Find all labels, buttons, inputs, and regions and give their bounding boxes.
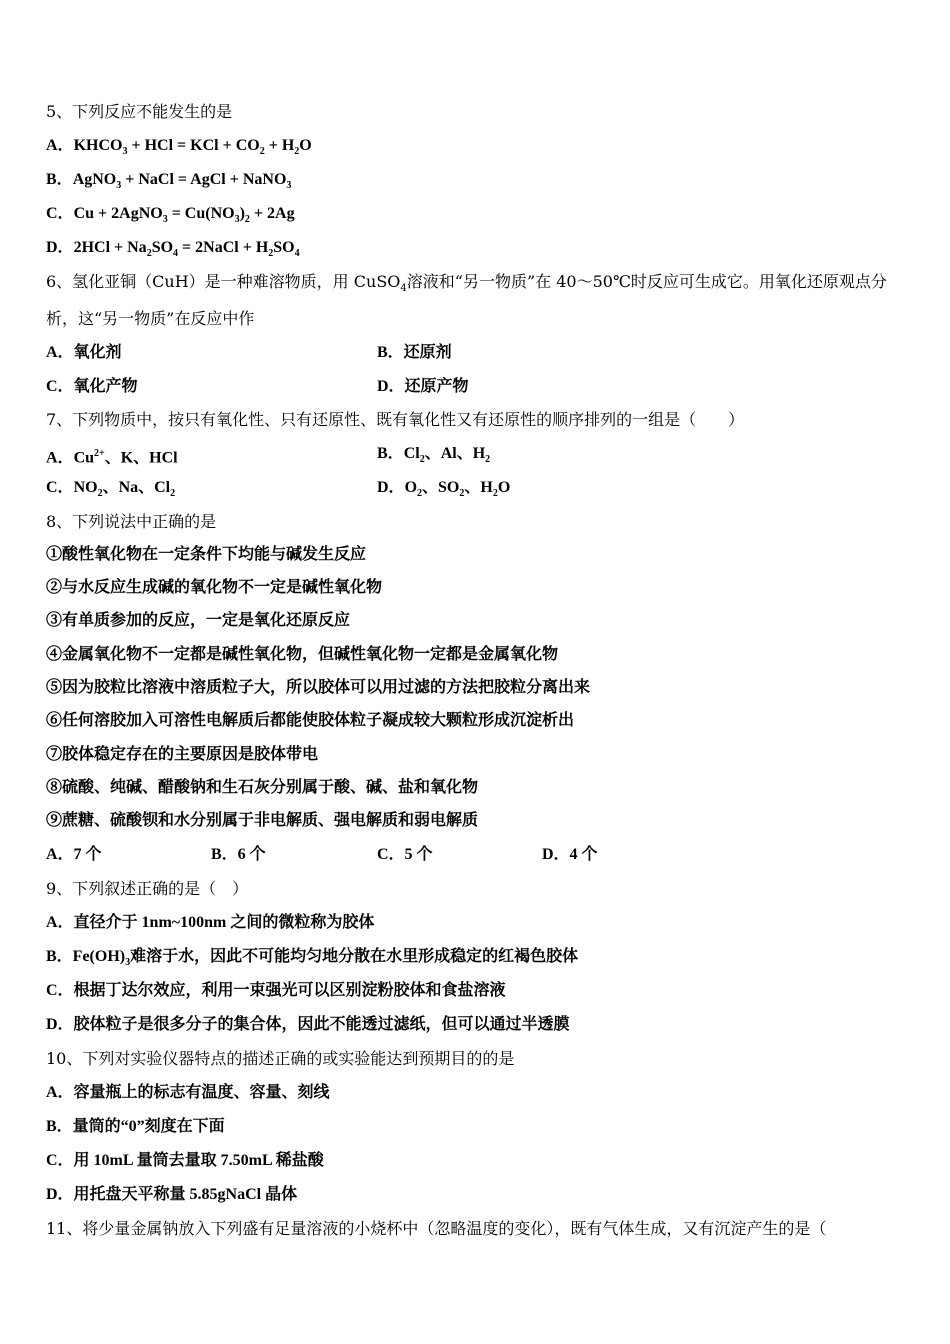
q7-stem: 7、下列物质中，按只有氧化性、只有还原性、既有氧化性又有还原性的顺序排列的一组是（ ） bbox=[46, 410, 745, 429]
q10-option-b: B．量筒的“0”刻度在下面 bbox=[46, 1118, 225, 1135]
q6-option-d: D．还原产物 bbox=[377, 378, 469, 395]
q9-option-c: C．根据丁达尔效应，利用一束强光可以区别淀粉胶体和食盐溶液 bbox=[46, 982, 506, 999]
q8-statement: ②与水反应生成碱的氧化物不一定是碱性氧化物 bbox=[46, 579, 383, 596]
q8-option-c: C．5 个 bbox=[377, 846, 433, 863]
q8-option-a: A．7 个 bbox=[46, 846, 102, 863]
q9-option-b: B．$Fe(OH)_3$难溶于水，因此不可能均匀地分散在水里形成稳定的红褐色胶体 bbox=[46, 948, 579, 969]
q8-statement: ③有单质参加的反应，一定是氧化还原反应 bbox=[46, 612, 351, 629]
q7-option-d: D．$O_2$、$SO_2$、$H_2O$ bbox=[377, 479, 511, 500]
q6-option-c: C．氧化产物 bbox=[46, 378, 138, 395]
q5-option-a: A．$KHCO_3$ + HCl = KCl + $CO_2 + H_2O$ bbox=[46, 137, 312, 158]
q8-statement: ④金属氧化物不一定都是碱性氧化物，但碱性氧化物一定都是金属氧化物 bbox=[46, 646, 559, 663]
q7-option-c: C．$NO_2$、Na、$Cl_2$ bbox=[46, 479, 176, 500]
q8-statement: ⑥任何溶胶加入可溶性电解质后都能使胶体粒子凝成较大颗粒形成沉淀析出 bbox=[46, 712, 575, 729]
q9-stem: 9、下列叙述正确的是（ ） bbox=[46, 879, 249, 898]
q8-option-d: D．4 个 bbox=[542, 846, 598, 863]
q7-option-a: A．$Cu^{2+}$、K、HCl bbox=[46, 448, 178, 467]
q8-stem: 8、下列说法中正确的是 bbox=[46, 512, 217, 531]
q5-option-c: C．Cu + 2AgNO$_3$ = $Cu(NO_3)_2 + 2Ag$ bbox=[46, 205, 295, 226]
q5-option-b: B．AgNO$_3$ + NaCl = AgCl + NaNO$_3$ bbox=[46, 171, 292, 192]
q10-option-d: D．用托盘天平称量 5.85gNaCl 晶体 bbox=[46, 1186, 298, 1203]
q6-option-a: A．氧化剂 bbox=[46, 344, 122, 361]
q8-statement: ⑨蔗糖、硫酸钡和水分别属于非电解质、强电解质和弱电解质 bbox=[46, 812, 479, 829]
q8-statement: ⑤因为胶粒比溶液中溶质粒子大，所以胶体可以用过滤的方法把胶粒分离出来 bbox=[46, 679, 591, 696]
q7-option-b: B．$Cl_2$、Al、$H_2$ bbox=[377, 445, 491, 466]
q8-option-b: B．6 个 bbox=[211, 846, 266, 863]
q10-stem: 10、下列对实验仪器特点的描述正确的或实验能达到预期目的的是 bbox=[46, 1049, 515, 1068]
q9-option-a: A．直径介于 1nm~100nm 之间的微粒称为胶体 bbox=[46, 914, 375, 931]
q5-option-d: D．$2HCl + Na_2SO_4$ = 2NaCl + $H_2SO_4$ bbox=[46, 239, 300, 260]
q8-statement: ①酸性氧化物在一定条件下均能与碱发生反应 bbox=[46, 546, 367, 563]
q6-stem-line2: 析，这“另一物质”在反应中作 bbox=[46, 309, 255, 328]
q11-stem: 11、将少量金属钠放入下列盛有足量溶液的小烧杯中（忽略温度的变化），既有气体生成，又有沉淀产生的是（ bbox=[46, 1219, 827, 1238]
q8-statement: ⑧硫酸、纯碱、醋酸钠和生石灰分别属于酸、碱、盐和氧化物 bbox=[46, 779, 479, 796]
q5-stem: 5、下列反应不能发生的是 bbox=[46, 102, 233, 121]
q10-option-c: C．用 10mL 量筒去量取 7.50mL 稀盐酸 bbox=[46, 1152, 324, 1169]
q6-option-b: B．还原剂 bbox=[377, 344, 452, 361]
q9-option-d: D．胶体粒子是很多分子的集合体，因此不能透过滤纸，但可以通过半透膜 bbox=[46, 1016, 570, 1033]
q6-stem-line1: 6、氢化亚铜（CuH）是一种难溶物质，用 CuSO$_4$溶液和“另一物质”在 40～50℃时反应可生成它。用氧化还原观点分 bbox=[46, 272, 887, 295]
q8-statement: ⑦胶体稳定存在的主要原因是胶体带电 bbox=[46, 746, 319, 763]
q10-option-a: A．容量瓶上的标志有温度、容量、刻线 bbox=[46, 1084, 330, 1101]
